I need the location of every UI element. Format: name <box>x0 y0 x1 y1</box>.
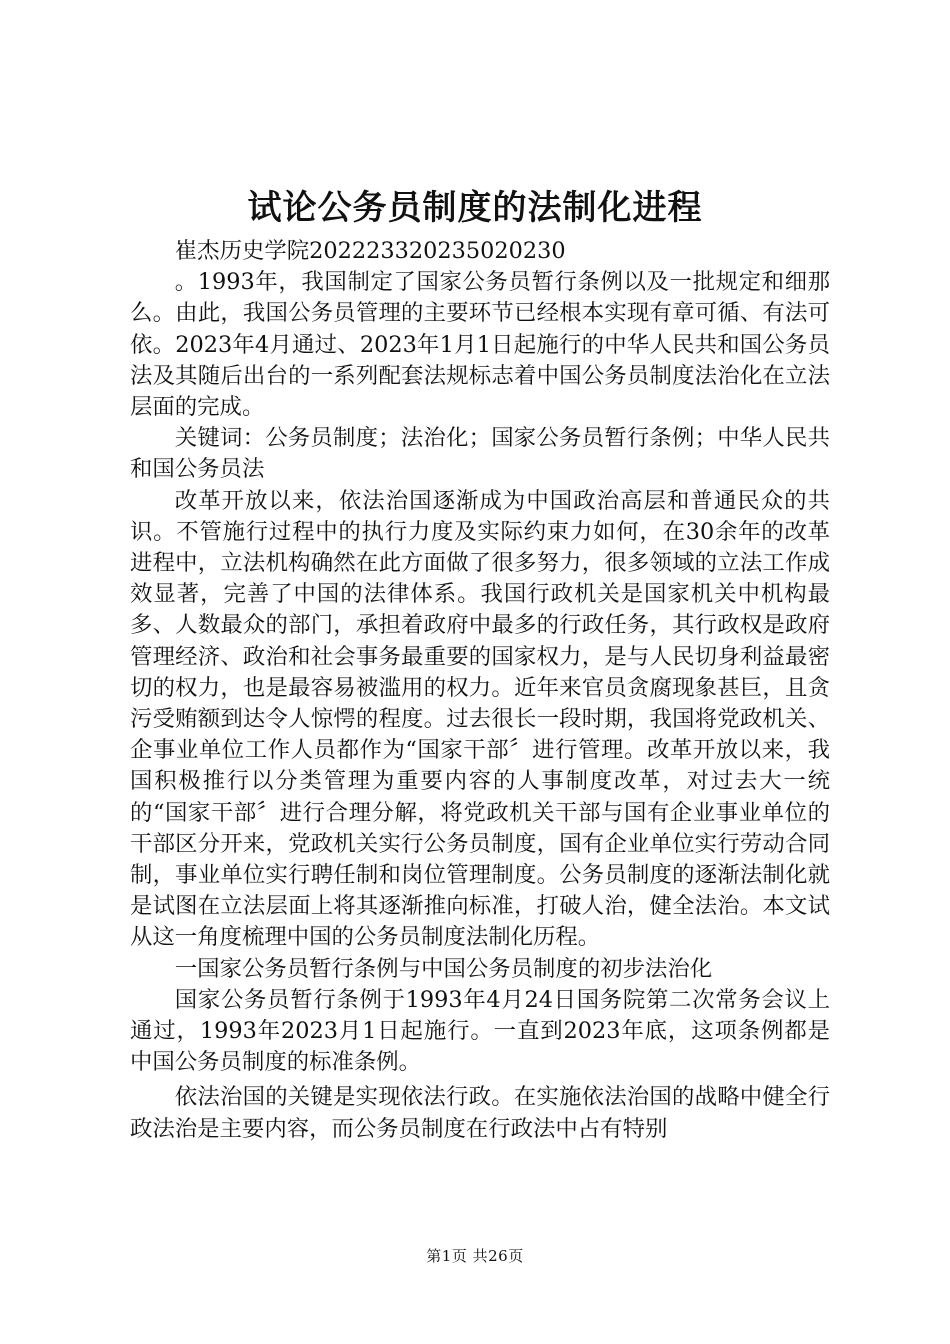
body-paragraph: 改革开放以来，依法治国逐渐成为中国政治高层和普通民众的共识。不管施行过程中的执行力度及实际约束力如何，在30余年的改革进程中，立法机构确然在此方面做了很多努力，很多领域的立法工作成效显著，完善了中国的法律体系。我国行政机关是国家机关中机构最多、人数最众的部门，承担着政府中最多的行政任务，其行政权是政府管理经济、政治和社会事务最重要的国家权力，是与人民切身利益最密切的权力，也是最容易被滥用的权力。近年来官员贪腐现象甚巨，且贪污受贿额到达令人惊愕的程度。过去很长一段时期，我国将党政机关、企事业单位工作人员都作为“国家干部〞进行管理。改革开放以来，我国积极推行以分类管理为重要内容的人事制度改革，对过去大一统的“国家干部〞进行合理分解，将党政机关干部与国有企业事业单位的干部区分开来，党政机关实行公务员制度，国有企业单位实行劳动合同制，事业单位实行聘任制和岗位管理制度。公务员制度的逐渐法制化就是试图在立法层面上将其逐渐推向标准，打破人治，健全法治。本文试从这一角度梳理中国的公务员制度法制化历程。 <box>130 487 830 951</box>
document-body <box>130 236 830 1145</box>
body-paragraph: 依法治国的关键是实现依法行政。在实施依法治国的战略中健全行政法治是主要内容，而公务员制度在行政法中占有特别 <box>130 1084 830 1142</box>
document-title: 试论公务员制度的法制化进程 <box>247 188 703 228</box>
body-paragraph: 国家公务员暂行条例于1993年4月24日国务院第二次常务会议上通过，1993年2023月1日起施行。一直到2023年底，这项条例都是中国公务员制度的标准条例。 <box>130 986 830 1076</box>
author-line: 崔杰历史学院20222332023502023​0 <box>174 238 566 264</box>
abstract-paragraph: 。1993年，我国制定了国家公务员暂行条例以及一批规定和细那么。由此，我国公务员管理的主要环节已经根本实现有章可循、有法可依。2023年4月通过、2023年1月1日起施行的中华人民共和国公务员法及其随后出台的一系列配套法规标志着中国公务员制度法治化在立法层面的完成。 <box>130 269 830 421</box>
page-number-footer: 第1页 共26页 <box>426 1247 524 1265</box>
keywords-paragraph: 关键词：公务员制度；法治化；国家公务员暂行条例；中华人民共和国公务员法 <box>130 425 830 483</box>
section-heading: 一国家公务员暂行条例与中国公务员制度的初步法治化 <box>174 955 713 982</box>
